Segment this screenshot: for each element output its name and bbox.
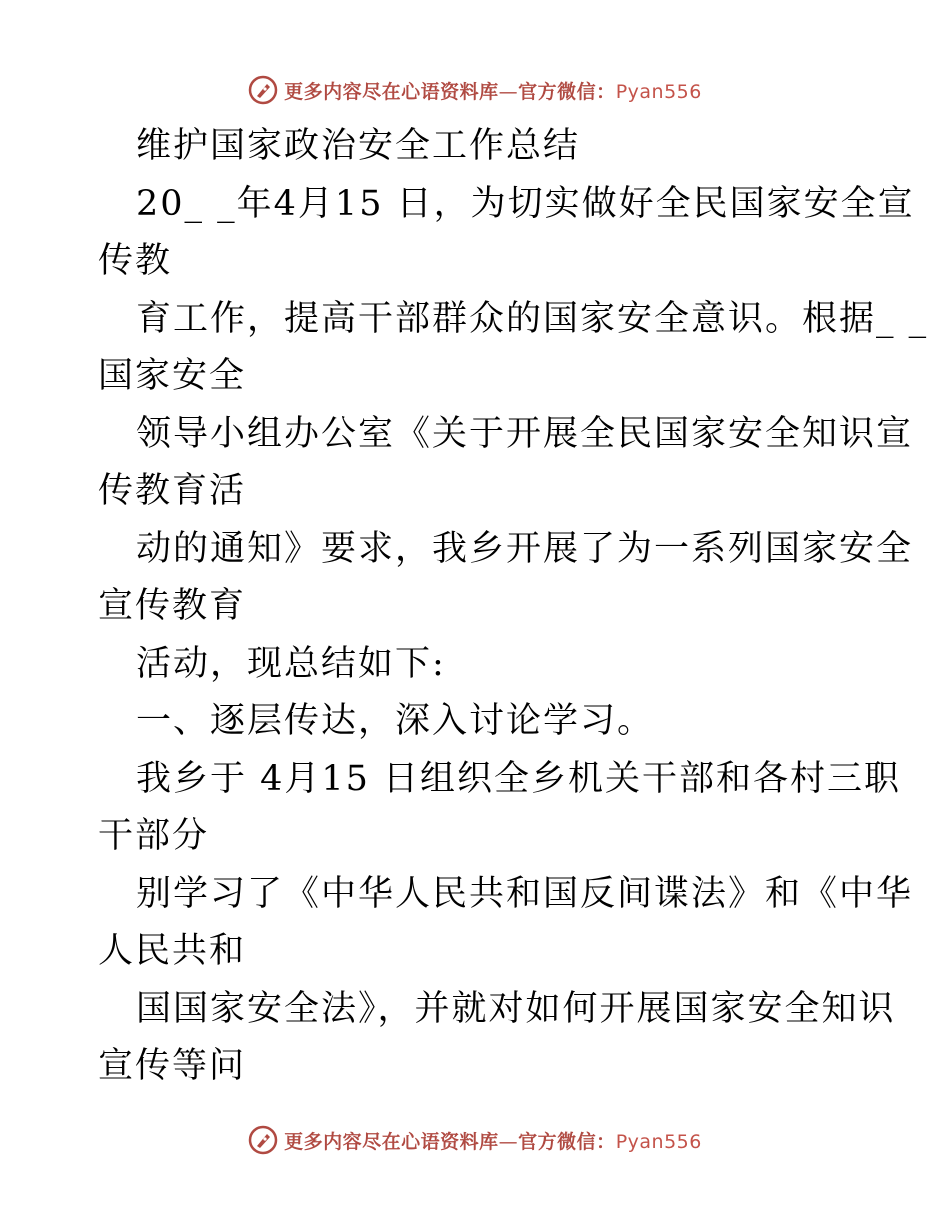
text-line: 我乡于 4月15 日组织全乡机关干部和各村三职 [136, 758, 902, 799]
footer-watermark [0, 1120, 950, 1160]
watermark-text [284, 77, 702, 104]
watermark-text [284, 1127, 702, 1154]
text-line: 20_ _年4月15 日，为切实做好全民国家安全宣 [136, 183, 915, 224]
pen-nib-logo-icon [248, 75, 278, 105]
watermark-main-text: 更多内容尽在心语资料库 [284, 1130, 499, 1153]
text-line: 宣传等问 [98, 1046, 247, 1086]
watermark-label: 官方微信： [518, 80, 616, 103]
watermark-id: Pyan556 [615, 80, 702, 103]
watermark-separator: — [498, 80, 519, 103]
text-line: 育工作，提高干部群众的国家安全意识。根据_ _ [136, 298, 929, 339]
text-line: 活动，现总结如下: [136, 643, 446, 684]
text-line: 领导小组办公室《关于开展全民国家安全知识宣 [136, 413, 914, 454]
watermark-id: Pyan556 [615, 1130, 702, 1153]
watermark-main-text: 更多内容尽在心语资料库 [284, 80, 499, 103]
text-line: 干部分 [98, 816, 210, 856]
text-line: 别学习了《中华人民共和国反间谍法》和《中华 [136, 873, 914, 914]
watermark-label: 官方微信： [518, 1130, 616, 1153]
text-line: 宣传教育 [98, 586, 247, 626]
text-line: 动的通知》要求，我乡开展了为一系列国家安全 [136, 528, 914, 569]
header-watermark [0, 70, 950, 110]
pen-nib-logo-icon [248, 1125, 278, 1155]
text-line: 传教 [98, 241, 173, 281]
watermark-separator: — [498, 1130, 519, 1153]
text-line: 传教育活 [98, 471, 247, 511]
section-heading: 一、逐层传达，深入讨论学习。 [136, 701, 655, 741]
text-line: 国国家安全法》，并就对如何开展国家安全知识 [136, 988, 896, 1029]
document-title: 维护国家政治安全工作总结 [136, 126, 581, 166]
text-line: 人民共和 [98, 931, 247, 971]
text-line: 国家安全 [98, 356, 247, 396]
document-body [98, 118, 929, 1096]
